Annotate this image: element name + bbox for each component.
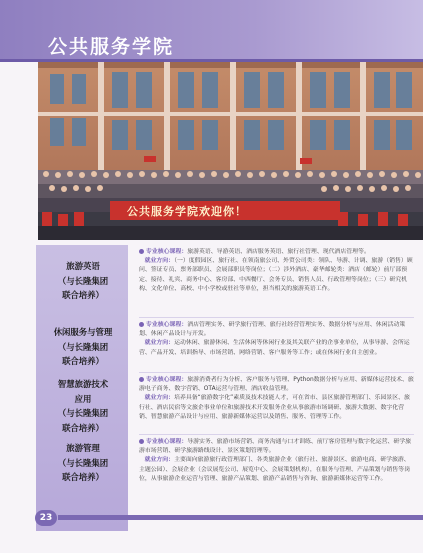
major-title-line: （与长隆集团	[57, 457, 109, 468]
major-name-smart-tourism	[38, 377, 128, 435]
career-direction: 就业方向：培养具备“旅游数字化”素质及技术技能人才，可在省市、县区旅游管理部门、乐园景区、旅行社、酒店民宿等文旅企事业单位和旅游技术开发服务企业从事旅游市场调研、旅游大数据、数字化营销、智慧旅游产品设计与应用、旅游新媒体运营以及销售、服务、管理等工作。	[139, 395, 410, 420]
bullet-icon	[139, 439, 144, 444]
major-title-line: 联合培养）	[62, 472, 104, 482]
major-title-line: 联合培养）	[62, 290, 104, 300]
major-title-line: 联合培养）	[62, 422, 104, 433]
welcome-banner-text: 公共服务学院欢迎你！	[127, 205, 247, 218]
bullet-icon	[139, 322, 144, 327]
career-direction: 就业方向：（一）度假园区、旅行社、在领南旅公司、外贸公司类：领队、导游、计调、旅游（销售）顾问、签证专员、票务部职员、会展部职员等岗位；（二）涉外酒店、豪华邮轮类：酒店（邮轮）前厅部预定、接待、礼宾、商务中心、客房部、中西餐厅、会务专员、销售人员、行政管理等岗位；（三）研究机构、文化单位、高校、中小学校或驻社等单位，担当相关的旅游英语工作。	[139, 258, 413, 292]
section-divider	[139, 372, 414, 373]
major-name-leisure-service	[38, 325, 128, 369]
page-number: 23	[35, 510, 57, 526]
program-description-leisure-service	[139, 321, 414, 358]
core-courses: 专业核心课程：旅游消费者行为分析、客户服务与管理、Python数据分析与应用、新媒体运营技术、旅游电子商务、数字营销、OTA运营与管理、酒店收益管理。	[139, 377, 414, 393]
section-divider	[139, 434, 414, 435]
major-title-line: 旅游管理	[66, 443, 100, 453]
section-divider	[139, 317, 414, 318]
career-direction: 就业方向：主要面向旅游旅行政管理部门、各类旅游企业（旅行社、旅游景区、旅游电商、研学旅游、主题公园）、会展企业（会议展览公司、展览中心、会展策划机构），在服务与管理、产品策划与销售等岗位，从事旅游企业运营与管理、旅游产品策划、旅游产品销售与咨询、旅游新媒体运营等工作。	[139, 457, 410, 482]
core-courses: 专业核心课程：导游实务、旅游市场营销、商务沟通与口才训练、前厅客房管理与数字化运营、研学旅游市场营销、研学旅游路线设计、景区策划管理等。	[139, 439, 412, 455]
bullet-icon	[139, 249, 144, 254]
major-title-line: （与长隆集团	[57, 275, 109, 286]
major-name-tourism-management	[38, 441, 128, 485]
program-description-tourism-english	[139, 248, 414, 294]
core-courses: 专业核心课程：旅游英语、导游英语、酒店服务英语、旅行社管理、现代酒店管理等。	[139, 248, 414, 257]
major-title-line: 休闲服务与管理	[53, 327, 113, 337]
program-description-tourism-management	[139, 438, 414, 484]
major-name-tourism-english	[38, 259, 128, 303]
major-title-line: （与长隆集团	[57, 408, 109, 418]
page-title: 公共服务学院	[48, 36, 175, 58]
bullet-icon	[139, 377, 144, 382]
major-title-line: 旅游英语	[66, 261, 100, 271]
major-title-line: 智慧旅游技术	[57, 379, 109, 389]
core-courses: 专业核心课程：酒店管理实务、研学旅行管理、旅行社经营管理实务、数据分析与应用、休闲活动策划、休闲产品设计与开发。	[139, 322, 406, 338]
major-title-line: （与长隆集团	[57, 341, 109, 352]
program-description-smart-tourism	[139, 376, 414, 422]
major-title-line: 应用	[74, 393, 92, 404]
footer-bar	[58, 515, 423, 520]
career-direction: 就业方向：运动休闲、旅游休闲、生活休闲等休闲行业及其关联产业的企事业单位，从事导游、会所运营、产品开发、培训指导、市场营销、网络营销、客户服务等工作；或在休闲行业自主创业。	[139, 340, 410, 356]
major-title-line: 联合培养）	[62, 356, 104, 366]
